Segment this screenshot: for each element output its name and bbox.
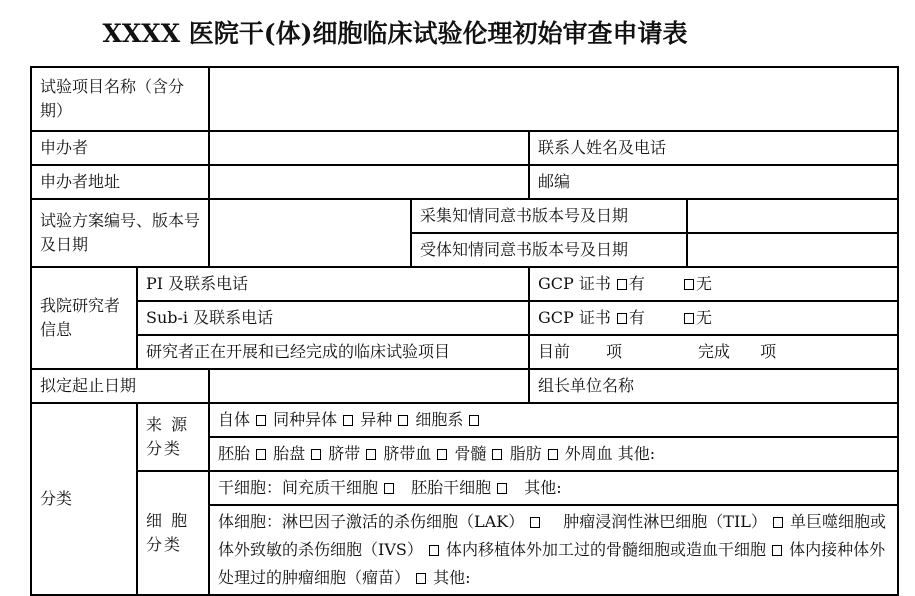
source-row-1: 自体 同种异体 异种 细胞系 — [209, 403, 898, 437]
body-cells-cell: 体细胞：淋巴因子激活的杀伤细胞（LAK） 肿瘤浸润性淋巴细胞（TIL） 单巨噬细胞或体外致敏的杀伤细胞（IVS） 体内移植体外加工过的骨髓细胞或造血干细胞 体内接种体外处理过的肿瘤细胞（瘤苗） 其他: — [209, 505, 898, 595]
celltype-label: 细 胞 分类 — [137, 471, 209, 595]
body-vaccine-checkbox[interactable] — [416, 573, 426, 584]
source-cord-checkbox[interactable] — [366, 449, 376, 460]
stem-row: 干细胞：间充质干细胞 胚胎干细胞 其他: — [209, 471, 898, 505]
application-form-table — [30, 66, 899, 596]
source-marrow-checkbox[interactable] — [492, 449, 502, 460]
postcode-label: 邮编 — [529, 165, 898, 199]
stem-esc-checkbox[interactable] — [497, 483, 507, 494]
subi-gcp: GCP 证书 有 无 — [529, 301, 898, 335]
receive-consent-label: 受体知情同意书版本号及日期 — [411, 233, 687, 267]
source-allogeneic-checkbox[interactable] — [343, 415, 353, 426]
source-row-2: 胚胎 胎盘 脐带 脐带血 骨髓 脂肪 外周血 其他: — [209, 437, 898, 471]
collect-consent-field[interactable] — [687, 199, 898, 233]
gcp-no-checkbox[interactable] — [684, 279, 694, 290]
body-ivs-checkbox[interactable] — [429, 545, 439, 556]
sponsor-label: 申办者 — [31, 131, 209, 165]
planned-dates-label: 拟定起止日期 — [31, 369, 209, 403]
source-cellline-checkbox[interactable] — [469, 415, 479, 426]
project-name-field[interactable] — [209, 67, 898, 131]
pi-gcp: GCP 证书 有 无 — [529, 267, 898, 301]
receive-consent-field[interactable] — [687, 233, 898, 267]
sponsor-address-field[interactable] — [209, 165, 529, 199]
contact-label: 联系人姓名及电话 — [529, 131, 898, 165]
body-til-checkbox[interactable] — [773, 517, 783, 528]
source-xeno-checkbox[interactable] — [398, 415, 408, 426]
source-cordblood-checkbox[interactable] — [437, 449, 447, 460]
source-embryo-checkbox[interactable] — [256, 449, 266, 460]
pi-label: PI 及联系电话 — [137, 267, 529, 301]
source-fat-checkbox[interactable] — [548, 449, 558, 460]
source-autologous-checkbox[interactable] — [256, 415, 266, 426]
body-marrow-checkbox[interactable] — [772, 545, 782, 556]
sponsor-address-label: 申办者地址 — [31, 165, 209, 199]
protocol-field[interactable] — [209, 199, 411, 267]
source-label: 来 源 分类 — [137, 403, 209, 471]
subi-label: Sub-i 及联系电话 — [137, 301, 529, 335]
sponsor-field[interactable] — [209, 131, 529, 165]
planned-dates-field[interactable] — [209, 369, 529, 403]
stem-msc-checkbox[interactable] — [384, 483, 394, 494]
lead-unit-label: 组长单位名称 — [529, 369, 898, 403]
researcher-label: 我院研究者信息 — [31, 267, 137, 369]
subi-gcp-yes-checkbox[interactable] — [617, 313, 627, 324]
trials-label: 研究者正在开展和已经完成的临床试验项目 — [137, 335, 529, 369]
subi-gcp-no-checkbox[interactable] — [684, 313, 694, 324]
form-title: XXXX 医院干(体)细胞临床试验伦理初始审查申请表 — [102, 19, 688, 48]
protocol-label: 试验方案编号、版本号及日期 — [31, 199, 209, 267]
body-lak-checkbox[interactable] — [530, 517, 540, 528]
project-name-label: 试验项目名称（含分期） — [31, 67, 209, 131]
trials-count: 目前 项 完成 项 — [529, 335, 898, 369]
collect-consent-label: 采集知情同意书版本号及日期 — [411, 199, 687, 233]
classification-label: 分类 — [31, 403, 137, 595]
source-placenta-checkbox[interactable] — [311, 449, 321, 460]
gcp-yes-checkbox[interactable] — [617, 279, 627, 290]
